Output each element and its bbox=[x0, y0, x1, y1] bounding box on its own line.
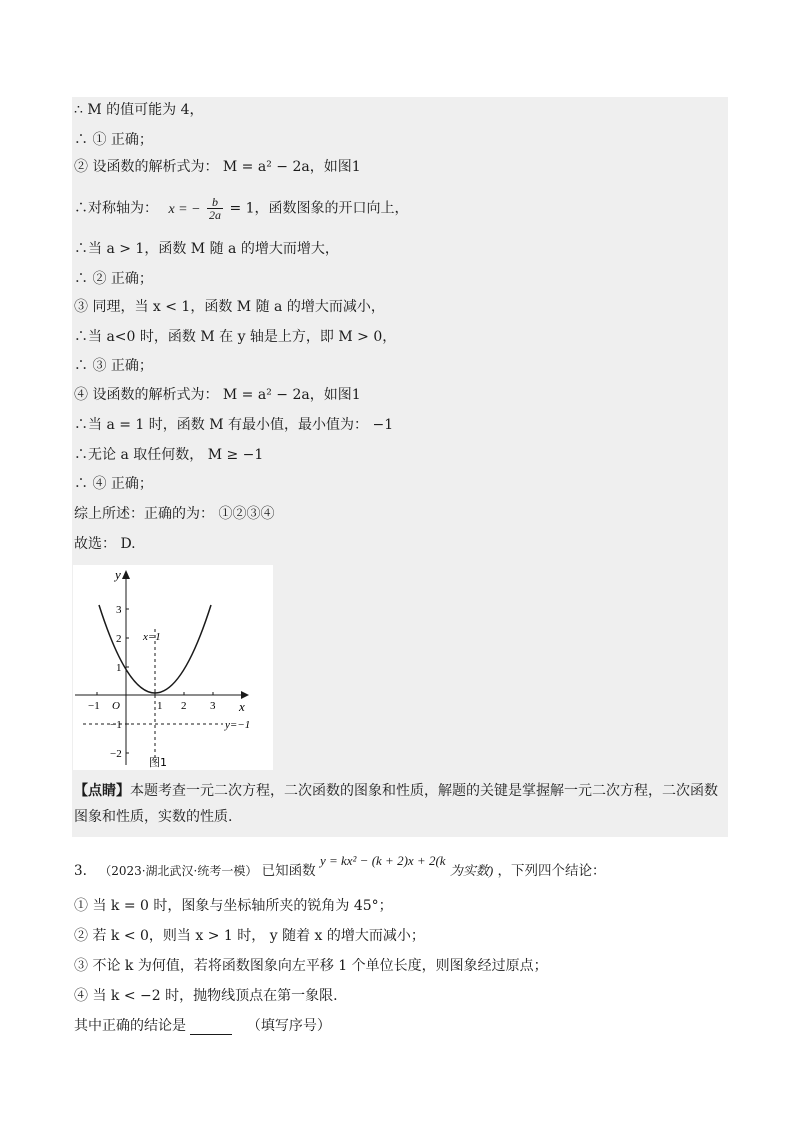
y-tick-label: −1 bbox=[110, 719, 122, 731]
question-item: ③ 不论 k 为何值，若将函数图象向左平移 1 个单位长度，则图象经过原点； bbox=[74, 958, 548, 974]
y-tick-label: 1 bbox=[116, 662, 122, 674]
question-stem-end: ，下列四个结论： bbox=[497, 863, 606, 879]
figure-1 bbox=[73, 565, 273, 770]
solution-line: ④ 设函数的解析式为： M = a² − 2a，如图1 bbox=[74, 387, 361, 403]
symmetry-axis-label: x=1 bbox=[143, 631, 161, 643]
solution-line: ∴ ③ 正确； bbox=[74, 358, 153, 374]
y-axis-arrow bbox=[122, 570, 130, 579]
question-item: ④ 当 k < −2 时，抛物线顶点在第一象限. bbox=[74, 988, 338, 1004]
x-tick-label: 3 bbox=[210, 700, 216, 712]
solution-line: ∴无论 a 取任何数， M ≥ −1 bbox=[74, 447, 264, 463]
solution-line: ∴ ① 正确； bbox=[74, 132, 153, 148]
y-tick-label: 3 bbox=[116, 604, 122, 616]
y-tick-label: 2 bbox=[116, 633, 122, 645]
x-tick-label: 2 bbox=[181, 700, 187, 712]
solution-line: ∴当 a<0 时，函数 M 在 y 轴是上方，即 M > 0， bbox=[74, 329, 397, 345]
function-formula: y = kx² − (k + 2)x + 2(k bbox=[319, 853, 446, 868]
question-item: ② 若 k < 0，则当 x > 1 时， y 随着 x 的增大而减小； bbox=[74, 928, 425, 944]
question-number: 3. bbox=[74, 863, 87, 879]
question-source: （2023·湖北武汉·统考一模） bbox=[99, 864, 258, 878]
question-3-stem bbox=[74, 853, 606, 880]
dianjing-label: 【点睛】 bbox=[74, 783, 130, 799]
x-tick-label: −1 bbox=[88, 700, 100, 712]
formula-end: 为实数) bbox=[449, 863, 494, 878]
dianjing-text: 本题考查一元二次方程，二次函数的图象和性质，解题的关键是掌握解一元二次方程，二次函数图象和性质，实数的性质. bbox=[74, 783, 718, 825]
x-axis-label: x bbox=[239, 699, 245, 714]
x-tick-label: 1 bbox=[157, 700, 163, 712]
question-stem-start: 已知函数 bbox=[261, 863, 316, 879]
solution-line: ∴ ④ 正确； bbox=[74, 476, 153, 492]
fraction bbox=[207, 196, 223, 221]
formula-x: x = − bbox=[168, 201, 201, 217]
question-ask bbox=[74, 1017, 331, 1035]
answer-blank[interactable] bbox=[190, 1020, 232, 1035]
solution-line: 故选： D. bbox=[74, 536, 136, 552]
solution-line: ③ 同理，当 x < 1，函数 M 随 a 的增大而减小， bbox=[74, 299, 385, 315]
solution-line: ∴ M 的值可能为 4， bbox=[74, 102, 204, 118]
solution-line: ∴当 a = 1 时，函数 M 有最小值，最小值为： −1 bbox=[74, 417, 394, 433]
fraction-numerator: b bbox=[207, 196, 223, 209]
solution-line: ∴当 a > 1，函数 M 随 a 的增大而增大， bbox=[74, 241, 339, 257]
fraction-denominator: 2a bbox=[209, 208, 222, 222]
x-axis-arrow bbox=[241, 691, 249, 699]
question-ask-hint: （填写序号） bbox=[246, 1018, 331, 1034]
solution-line-suffix: = 1，函数图象的开口向上， bbox=[229, 200, 409, 217]
y-axis-label: y bbox=[115, 567, 121, 582]
minimum-line-label: y=−1 bbox=[225, 719, 251, 731]
symmetry-axis-line bbox=[74, 196, 409, 221]
figure-caption: 图1 bbox=[149, 756, 167, 769]
solution-line: ② 设函数的解析式为： M = a² − 2a，如图1 bbox=[74, 159, 361, 175]
solution-line: ∴ ② 正确； bbox=[74, 271, 153, 287]
question-ask-text: 其中正确的结论是 bbox=[74, 1018, 186, 1034]
solution-line: 综上所述：正确的为： ①②③④ bbox=[74, 506, 275, 522]
dianjing-paragraph bbox=[74, 778, 726, 830]
y-tick-label: −2 bbox=[110, 748, 122, 760]
question-item: ① 当 k = 0 时，图象与坐标轴所夹的锐角为 45°； bbox=[74, 898, 393, 914]
solution-line-prefix: ∴对称轴为： bbox=[74, 200, 158, 217]
parabola-graph bbox=[73, 565, 273, 770]
origin-label: O bbox=[112, 700, 120, 712]
